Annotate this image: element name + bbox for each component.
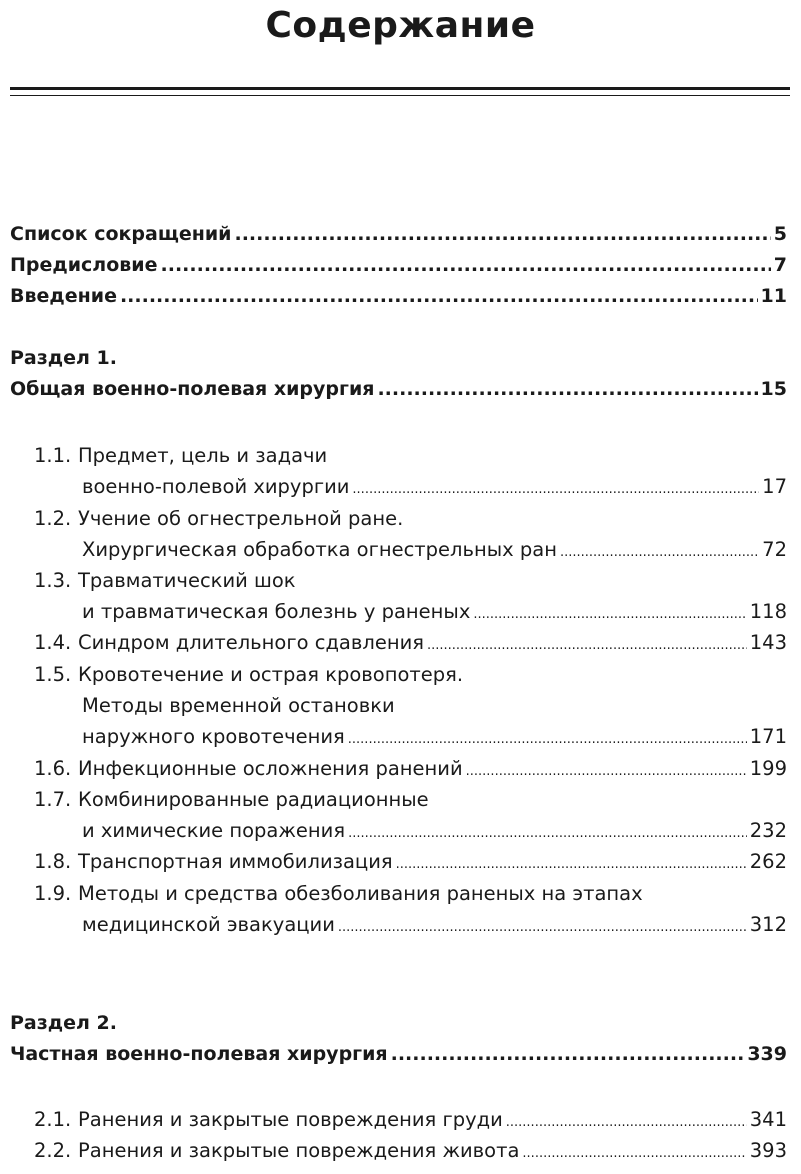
toc-entry-label: Транспортная иммобилизация <box>78 850 393 873</box>
toc-entry-page: 312 <box>749 913 787 936</box>
toc-entry-introduction[interactable] <box>10 283 787 309</box>
toc-entry-number: 1.2. <box>34 507 72 530</box>
toc-entry-abbreviations[interactable] <box>10 221 787 247</box>
toc-entry-label: Введение <box>10 285 117 307</box>
toc-entry-1-6[interactable] <box>34 756 787 782</box>
section-2-heading: Раздел 2. <box>10 1012 117 1034</box>
toc-entry-number: 1.1. <box>34 444 72 467</box>
toc-entry-label: Частная военно-полевая хирургия <box>10 1043 388 1065</box>
toc-entry-label: и химические поражения <box>82 819 346 842</box>
dot-leader <box>506 1110 747 1136</box>
toc-entry-1-9[interactable] <box>34 881 787 907</box>
dot-leader <box>522 1141 746 1167</box>
toc-entry-1-1-cont[interactable] <box>82 474 787 500</box>
section-1-title[interactable] <box>10 376 787 402</box>
toc-entry-preface[interactable] <box>10 252 787 278</box>
toc-entry-number: 2.1. <box>34 1108 72 1131</box>
toc-entry-label: военно-полевой хирургии <box>82 475 350 498</box>
toc-entry-number: 1.3. <box>34 569 72 592</box>
toc-entry-1-5-cont[interactable] <box>82 693 787 719</box>
toc-entry-number: 1.6. <box>34 757 72 780</box>
toc-entry-number: 1.7. <box>34 788 72 811</box>
toc-entry-label: Ранения и закрытые повреждения груди <box>78 1108 503 1131</box>
toc-entry-1-3[interactable] <box>34 568 787 594</box>
dot-leader <box>338 915 747 941</box>
toc-entry-1-5-cont[interactable] <box>82 724 787 750</box>
toc-entry-1-7-cont[interactable] <box>82 818 787 844</box>
toc-entry-label: Методы временной остановки <box>82 694 395 717</box>
dot-leader <box>473 602 746 628</box>
toc-entry-label: и травматическая болезнь у раненых <box>82 600 471 623</box>
toc-entry-1-7[interactable] <box>34 787 787 813</box>
toc-entry-page: 341 <box>749 1108 787 1131</box>
toc-entry-label: Методы и средства обезболивания раненых на этапах <box>78 882 643 905</box>
dot-leader <box>427 633 747 659</box>
toc-entry-1-8[interactable] <box>34 849 787 875</box>
toc-entry-label: Инфекционные осложнения ранений <box>78 757 463 780</box>
toc-entry-page: 262 <box>749 850 787 873</box>
title-double-rule <box>10 87 790 96</box>
toc-entry-1-2-cont[interactable] <box>82 537 787 563</box>
toc-entry-page: 393 <box>749 1139 787 1162</box>
toc-entry-page: 339 <box>747 1043 787 1065</box>
toc-entry-label: Ранения и закрытые повреждения живота <box>78 1139 520 1162</box>
toc-entry-page: 232 <box>749 819 787 842</box>
toc-entry-label: наружного кровотечения <box>82 725 345 748</box>
dot-leader <box>377 376 757 402</box>
dot-leader <box>348 821 747 847</box>
toc-entry-1-3-cont[interactable] <box>82 599 787 625</box>
dot-leader <box>161 252 771 278</box>
toc-entry-page: 15 <box>760 378 787 400</box>
toc-entry-label: Травматический шок <box>78 569 296 592</box>
toc-entry-page: 5 <box>773 223 787 245</box>
dot-leader <box>352 477 759 503</box>
toc-entry-label: Учение об огнестрельной ране. <box>78 507 404 530</box>
page-title: Содержание <box>265 5 536 46</box>
toc-entry-label: Комбинированные радиационные <box>78 788 429 811</box>
toc-entry-page: 17 <box>762 475 787 498</box>
toc-entry-1-1[interactable] <box>34 443 787 469</box>
dot-leader <box>348 727 747 753</box>
toc-entry-1-4[interactable] <box>34 630 787 656</box>
toc-entry-page: 199 <box>749 757 787 780</box>
dot-leader <box>396 852 747 878</box>
toc-entry-2-2[interactable] <box>34 1138 787 1164</box>
toc-entry-number: 1.8. <box>34 850 72 873</box>
toc-entry-number: 2.2. <box>34 1139 72 1162</box>
toc-entry-label: Хирургическая обработка огнестрельных ран <box>82 538 557 561</box>
toc-entry-page: 11 <box>760 285 787 307</box>
section-1-heading: Раздел 1. <box>10 347 117 369</box>
dot-leader <box>120 283 758 309</box>
toc-entry-2-1[interactable] <box>34 1107 787 1133</box>
dot-leader <box>466 759 747 785</box>
toc-entry-page: 72 <box>762 538 787 561</box>
dot-leader <box>391 1041 745 1067</box>
section-2-title[interactable] <box>10 1041 787 1067</box>
dot-leader <box>235 221 771 247</box>
toc-entry-page: 7 <box>773 254 787 276</box>
toc-entry-number: 1.4. <box>34 631 72 654</box>
toc-entry-page: 118 <box>749 600 787 623</box>
toc-entry-label: Общая военно-полевая хирургия <box>10 378 375 400</box>
toc-entry-label: Синдром длительного сдавления <box>78 631 424 654</box>
toc-entry-page: 143 <box>749 631 787 654</box>
toc-entry-label: Предисловие <box>10 254 158 276</box>
toc-entry-label: Кровотечение и острая кровопотеря. <box>78 663 464 686</box>
toc-entry-page: 171 <box>749 725 787 748</box>
toc-entry-1-9-cont[interactable] <box>82 912 787 938</box>
toc-entry-1-5[interactable] <box>34 662 787 688</box>
toc-entry-label: Список сокращений <box>10 223 232 245</box>
toc-entry-label: Предмет, цель и задачи <box>78 444 328 467</box>
dot-leader <box>560 540 759 566</box>
toc-entry-1-2[interactable] <box>34 506 787 532</box>
toc-entry-number: 1.5. <box>34 663 72 686</box>
toc-entry-number: 1.9. <box>34 882 72 905</box>
toc-entry-label: медицинской эвакуации <box>82 913 335 936</box>
